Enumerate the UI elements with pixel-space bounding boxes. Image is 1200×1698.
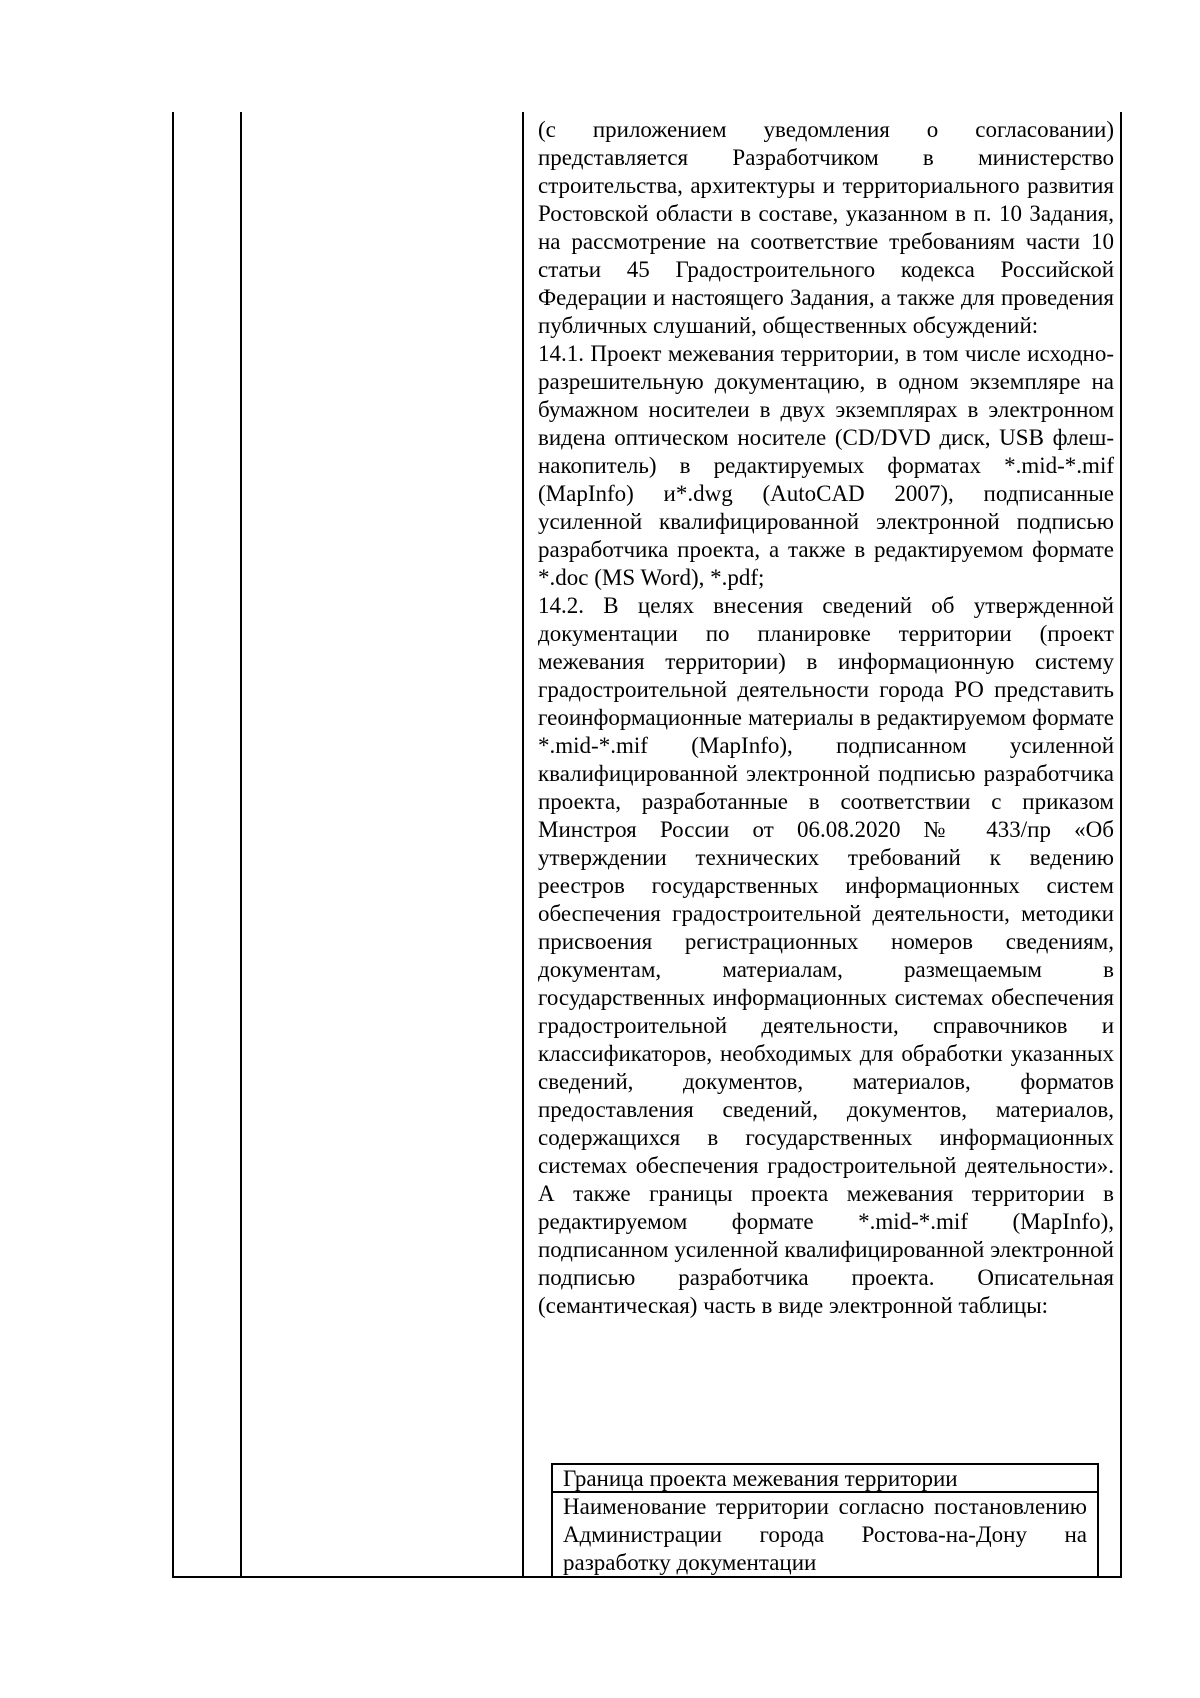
paragraph-14-2: 14.2. В целях внесения сведений об утвержденной документации по планировке территории (проект межевания территории) в информационную систему градостроительной деятельности города РО представить геоинформационные материалы в редактируемом формате *.mid-*.mif (MapInfo), подписанном усиленной квалифицированной электронной подписью разработчика проекта, разработанные в соответствии с приказом Минстроя России от 06.08.2020 № 433/пр «Об утверждении технических требований к ведению реестров государственных информационных систем обеспечения градостроительной деятельности, методики присвоения регистрационных номеров сведениям, документам, материалам, размещаемым в государственных информационных системах обеспечения градостроительной деятельности, справочников и классификаторов, необходимых для обработки указанных сведений, документов, материалов, форматов предоставления сведений, документов, материалов, содержащихся в государственных информационных системах обеспечения градостроительной деятельности». А также границы проекта межевания территории в редактируемом формате *.mid-*.mif (MapInfo), подписанном усиленной квалифицированной электронной подписью разработчика проекта. Описательная (семантическая) часть в виде электронной таблицы: — [538, 593, 1114, 1318]
inner-table-row — [551, 1463, 1099, 1491]
table-cell-content — [538, 116, 1114, 1320]
inner-table-row — [551, 1491, 1099, 1577]
table-column-divider-1 — [240, 112, 242, 1578]
inner-table — [551, 1463, 1099, 1577]
paragraph-intro: (с приложением уведомления о согласовании) представляется Разработчиком в министерство строительства, архитектуры и территориального развития Ростовской области в составе, указанном в п. 10 Задания, на рассмотрение на соответствие требованиям части 10 статьи 45 Градостроительного кодекса Российской Федерации и настоящего Задания, а также для проведения публичных слушаний, общественных обсуждений: — [538, 117, 1114, 338]
paragraph-14-1: 14.1. Проект межевания территории, в том числе исходно-разрешительную документацию, в одном экземпляре на бумажном носителеи в двух экземплярах в электронном видена оптическом носителе (CD/DVD диск, USB флеш-накопитель) в редактируемых форматах *.mid-*.mif (MapInfo) и*.dwg (AutoCAD 2007), подписанные усиленной квалифицированной электронной подписью разработчика проекта, а также в редактируемом формате *.doc (MS Word), *.pdf; — [538, 341, 1114, 590]
table-border-right — [1120, 112, 1122, 1578]
table-column-divider-2 — [522, 112, 524, 1578]
inner-table-cell: Наименование территории согласно постановлению Администрации города Ростова-на-Дону на разработку документации — [563, 1494, 1087, 1575]
table-border-left — [172, 112, 174, 1578]
inner-table-cell: Граница проекта межевания территории — [563, 1466, 958, 1491]
